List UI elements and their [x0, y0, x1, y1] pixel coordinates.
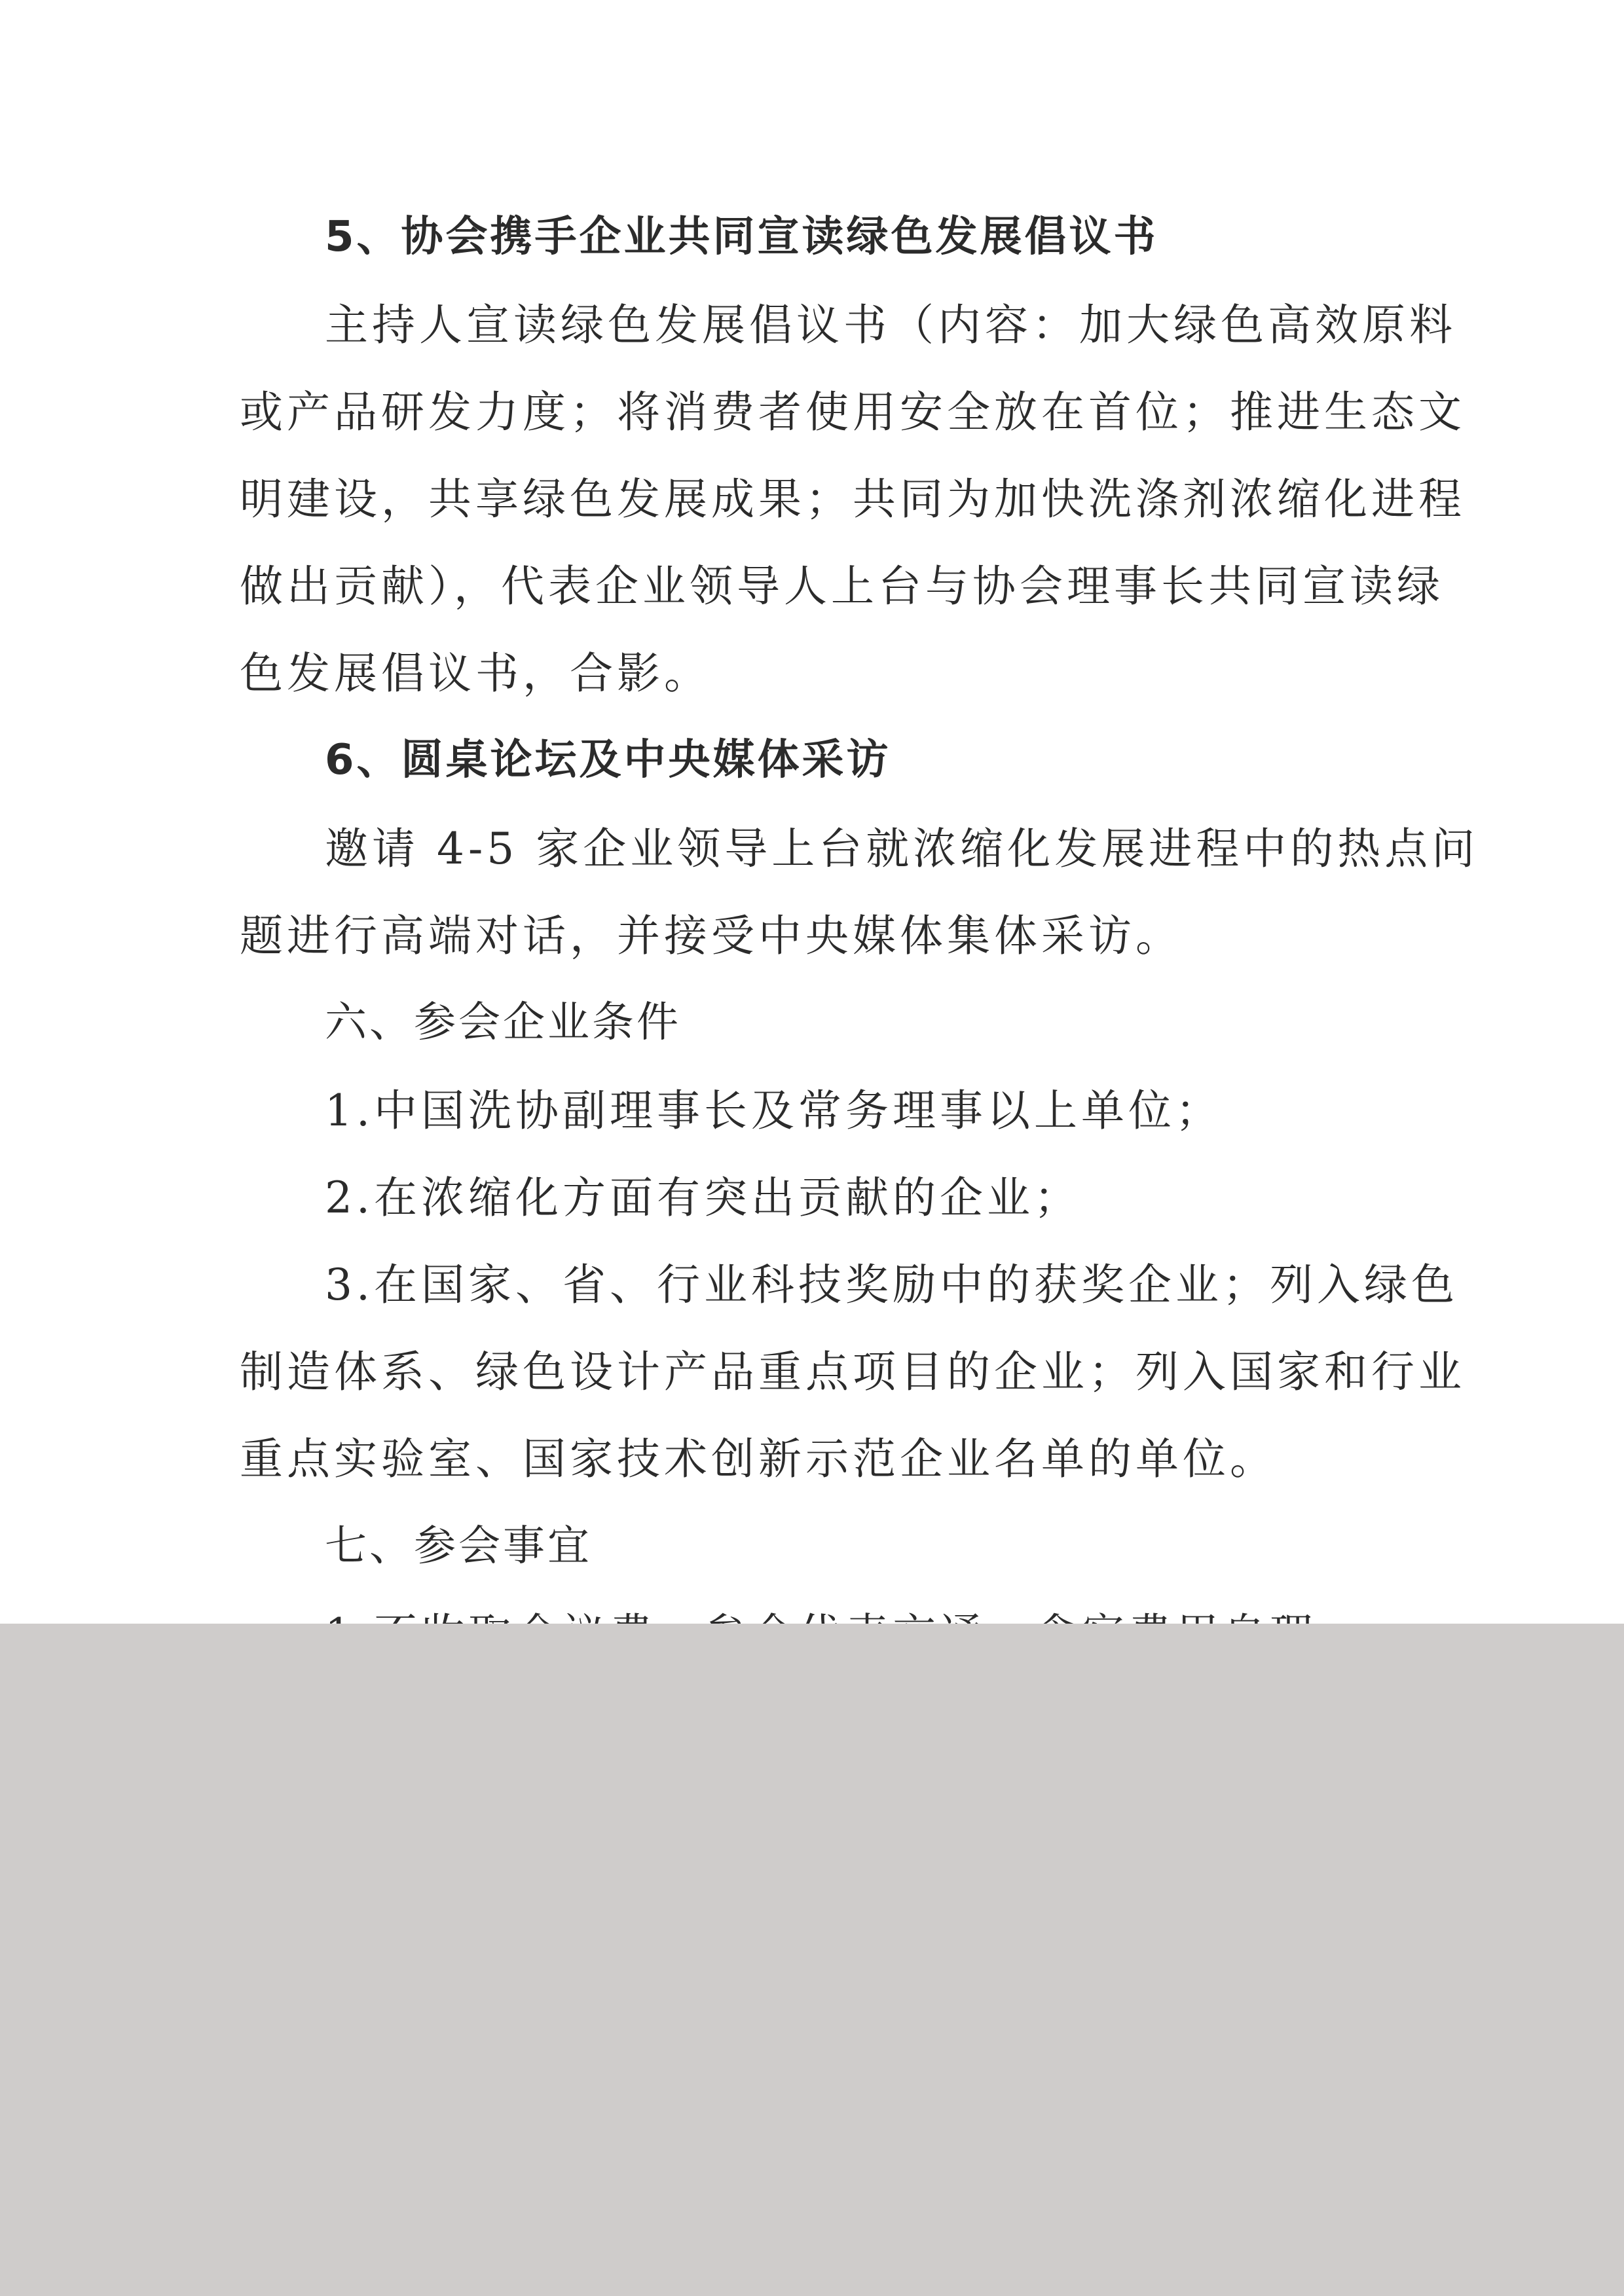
list-item: 2.在浓缩化方面有突出贡献的企业；: [325, 1173, 1081, 1223]
section-5-heading: 5、协会携手企业共同宣读绿色发展倡议书: [325, 213, 1158, 261]
paragraph-line: 做出贡献），代表企业领导人上台与协会理事长共同宣读绿: [240, 561, 1444, 611]
paragraph-line: 邀请 4-5 家企业领导上台就浓缩化发展进程中的热点问: [325, 824, 1479, 874]
paragraph-line: 题进行高端对话，并接受中央媒体集体采访。: [240, 911, 1183, 961]
list-item: 3.在国家、省、行业科技奖励中的获奖企业；列入绿色: [325, 1260, 1458, 1310]
list-item: 1.中国洗协副理事长及常务理事以上单位；: [325, 1085, 1223, 1136]
paragraph-line: 色发展倡议书，合影。: [240, 648, 711, 699]
section-six-items: [240, 1067, 1466, 1503]
section-six-heading: 六、参会企业条件: [325, 998, 681, 1047]
paragraph-line: 或产品研发力度；将消费者使用安全放在首位；推进生态文: [240, 387, 1466, 437]
list-item-continuation: 重点实验室、国家技术创新示范企业名单的单位。: [240, 1434, 1277, 1484]
section-6-body: [240, 805, 1479, 979]
scan-gray-area: [0, 1624, 1624, 2296]
section-seven-heading: 七、参会事宜: [325, 1522, 592, 1571]
section-6-heading: 6、圆桌论坛及中央媒体采访: [325, 736, 891, 784]
partial-line-container: [240, 1595, 1366, 1625]
paragraph-line: 主持人宣读绿色发展倡议书（内容：加大绿色高效原料: [325, 300, 1456, 350]
list-item-continuation: 制造体系、绿色设计产品重点项目的企业；列入国家和行业: [240, 1347, 1466, 1397]
paragraph-line: 明建设，共享绿色发展成果；共同为加快洗涤剂浓缩化进程: [240, 474, 1466, 524]
section-5-body: [240, 282, 1466, 717]
